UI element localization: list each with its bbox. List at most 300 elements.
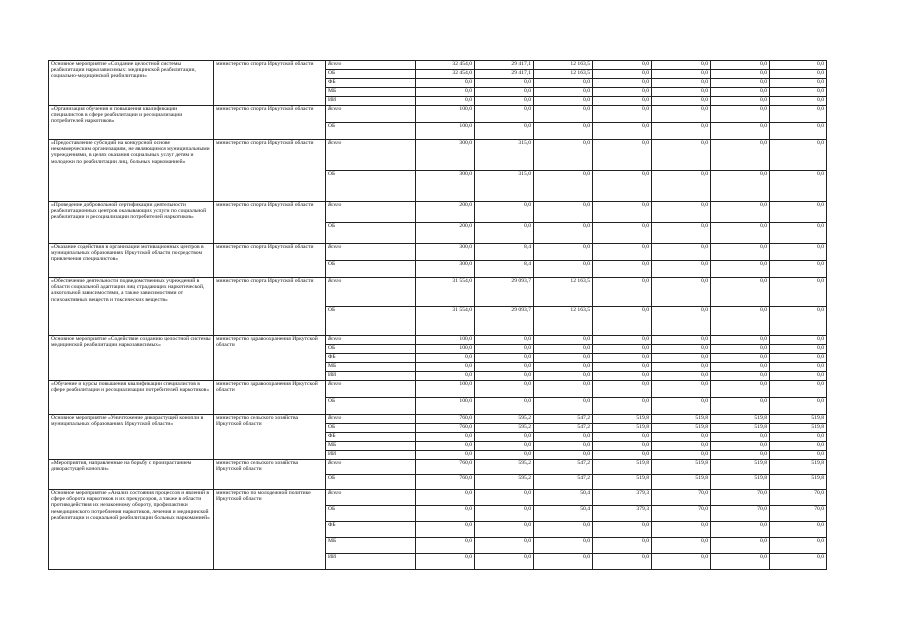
amount-cell: 300,0 bbox=[416, 140, 475, 171]
amount-cell: 0,0 bbox=[475, 354, 534, 363]
amount-cell: 0,0 bbox=[711, 61, 770, 70]
table-row bbox=[49, 278, 827, 307]
amount-cell: 0,0 bbox=[534, 336, 593, 345]
amount-cell: 0,0 bbox=[416, 363, 475, 372]
amount-cell: 595,2 bbox=[475, 475, 534, 490]
funding-source-cell: ФБ bbox=[326, 354, 416, 363]
amount-cell: 0,0 bbox=[416, 442, 475, 451]
amount-cell: 0,0 bbox=[711, 442, 770, 451]
amount-cell: 12 163,5 bbox=[534, 61, 593, 70]
amount-cell: 0,0 bbox=[475, 79, 534, 88]
amount-cell: 0,0 bbox=[593, 261, 652, 278]
amount-cell: 0,0 bbox=[593, 307, 652, 336]
amount-cell: 0,0 bbox=[416, 538, 475, 554]
amount-cell: 29 093,7 bbox=[475, 278, 534, 307]
amount-cell: 0,0 bbox=[593, 61, 652, 70]
funding-source-cell: ОБ bbox=[326, 261, 416, 278]
amount-cell: 0,0 bbox=[770, 451, 827, 460]
amount-cell: 0,0 bbox=[416, 372, 475, 381]
amount-cell: 0,0 bbox=[770, 88, 827, 97]
table-row bbox=[49, 244, 827, 261]
amount-cell: 0,0 bbox=[416, 522, 475, 538]
amount-cell: 519,8 bbox=[711, 460, 770, 475]
amount-cell: 0,0 bbox=[770, 140, 827, 171]
amount-cell: 0,0 bbox=[652, 398, 711, 415]
amount-cell: 0,0 bbox=[416, 433, 475, 442]
amount-cell: 0,0 bbox=[711, 522, 770, 538]
amount-cell: 12 163,5 bbox=[534, 70, 593, 79]
amount-cell: 315,0 bbox=[475, 140, 534, 171]
amount-cell: 0,0 bbox=[711, 451, 770, 460]
amount-cell: 0,0 bbox=[652, 244, 711, 261]
amount-cell: 0,0 bbox=[534, 372, 593, 381]
activity-name-cell: Основное мероприятие «Содействие созданию целостной системы медицинской реабилитации наркозависимых» bbox=[49, 336, 214, 381]
amount-cell: 0,0 bbox=[593, 202, 652, 223]
amount-cell: 300,0 bbox=[416, 171, 475, 202]
amount-cell: 0,0 bbox=[652, 538, 711, 554]
amount-cell: 760,0 bbox=[416, 415, 475, 424]
amount-cell: 519,8 bbox=[770, 475, 827, 490]
amount-cell: 0,0 bbox=[534, 171, 593, 202]
amount-cell: 0,0 bbox=[711, 97, 770, 106]
amount-cell: 12 163,5 bbox=[534, 307, 593, 336]
amount-cell: 0,0 bbox=[593, 88, 652, 97]
activity-name-cell: «Обучение и курсы повышения квалификации специалистов в сфере реабилитации и ресоциализации потребителей наркотиков» bbox=[49, 381, 214, 415]
funding-source-cell: Всего bbox=[326, 336, 416, 345]
amount-cell: 0,0 bbox=[534, 363, 593, 372]
amount-cell: 0,0 bbox=[711, 538, 770, 554]
amount-cell: 0,0 bbox=[593, 336, 652, 345]
amount-cell: 0,0 bbox=[711, 372, 770, 381]
table-row bbox=[49, 490, 827, 506]
amount-cell: 0,0 bbox=[475, 336, 534, 345]
amount-cell: 0,0 bbox=[416, 97, 475, 106]
amount-cell: 0,0 bbox=[534, 261, 593, 278]
amount-cell: 0,0 bbox=[770, 363, 827, 372]
amount-cell: 0,0 bbox=[475, 381, 534, 398]
amount-cell: 0,0 bbox=[652, 106, 711, 123]
amount-cell: 0,0 bbox=[534, 522, 593, 538]
activity-name-cell: Основное мероприятие «Создание целостной системы реабилитации наркозависимых: медицинской реабилитации, социально-медицинской реабилитации» bbox=[49, 61, 214, 106]
amount-cell: 0,0 bbox=[652, 70, 711, 79]
amount-cell: 0,0 bbox=[593, 171, 652, 202]
amount-cell: 0,0 bbox=[593, 140, 652, 171]
amount-cell: 300,0 bbox=[416, 244, 475, 261]
amount-cell: 0,0 bbox=[593, 354, 652, 363]
amount-cell: 0,0 bbox=[475, 451, 534, 460]
amount-cell: 0,0 bbox=[770, 106, 827, 123]
amount-cell: 0,0 bbox=[711, 261, 770, 278]
amount-cell: 0,0 bbox=[652, 61, 711, 70]
funding-source-cell: МБ bbox=[326, 88, 416, 97]
amount-cell: 0,0 bbox=[475, 398, 534, 415]
budget-table-page bbox=[48, 60, 826, 570]
amount-cell: 0,0 bbox=[652, 363, 711, 372]
funding-source-cell: Всего bbox=[326, 244, 416, 261]
funding-source-cell: ИИ bbox=[326, 451, 416, 460]
amount-cell: 0,0 bbox=[475, 433, 534, 442]
amount-cell: 519,8 bbox=[593, 424, 652, 433]
funding-source-cell: ОБ bbox=[326, 70, 416, 79]
amount-cell: 70,0 bbox=[711, 490, 770, 506]
amount-cell: 0,0 bbox=[534, 223, 593, 244]
amount-cell: 32 454,0 bbox=[416, 61, 475, 70]
amount-cell: 0,0 bbox=[770, 554, 827, 570]
amount-cell: 0,0 bbox=[534, 398, 593, 415]
amount-cell: 70,0 bbox=[711, 506, 770, 522]
amount-cell: 595,2 bbox=[475, 415, 534, 424]
funding-source-cell: МБ bbox=[326, 442, 416, 451]
amount-cell: 0,0 bbox=[770, 307, 827, 336]
amount-cell: 0,0 bbox=[652, 354, 711, 363]
amount-cell: 519,8 bbox=[652, 460, 711, 475]
amount-cell: 0,0 bbox=[652, 123, 711, 140]
table-row bbox=[49, 460, 827, 475]
executor-cell: министерство спорта Иркутской области bbox=[214, 140, 326, 202]
amount-cell: 519,8 bbox=[593, 415, 652, 424]
amount-cell: 0,0 bbox=[652, 381, 711, 398]
amount-cell: 595,2 bbox=[475, 424, 534, 433]
amount-cell: 0,0 bbox=[534, 381, 593, 398]
amount-cell: 0,0 bbox=[770, 70, 827, 79]
amount-cell: 50,4 bbox=[534, 506, 593, 522]
amount-cell: 0,0 bbox=[475, 506, 534, 522]
amount-cell: 0,0 bbox=[593, 244, 652, 261]
funding-source-cell: Всего bbox=[326, 202, 416, 223]
amount-cell: 0,0 bbox=[770, 372, 827, 381]
amount-cell: 0,0 bbox=[652, 554, 711, 570]
amount-cell: 0,0 bbox=[593, 433, 652, 442]
amount-cell: 0,0 bbox=[475, 97, 534, 106]
amount-cell: 0,0 bbox=[475, 372, 534, 381]
amount-cell: 0,0 bbox=[534, 554, 593, 570]
amount-cell: 0,0 bbox=[770, 433, 827, 442]
amount-cell: 0,0 bbox=[593, 398, 652, 415]
amount-cell: 50,4 bbox=[534, 490, 593, 506]
table-row bbox=[49, 381, 827, 398]
amount-cell: 29 417,1 bbox=[475, 61, 534, 70]
amount-cell: 0,0 bbox=[711, 223, 770, 244]
amount-cell: 0,0 bbox=[416, 451, 475, 460]
amount-cell: 8,4 bbox=[475, 244, 534, 261]
amount-cell: 0,0 bbox=[475, 223, 534, 244]
executor-cell: министерство сельского хозяйства Иркутской области bbox=[214, 415, 326, 460]
amount-cell: 0,0 bbox=[534, 433, 593, 442]
funding-source-cell: ОБ bbox=[326, 345, 416, 354]
executor-cell: министерство спорта Иркутской области bbox=[214, 106, 326, 140]
amount-cell: 0,0 bbox=[711, 88, 770, 97]
amount-cell: 547,2 bbox=[534, 475, 593, 490]
executor-cell: министерство спорта Иркутской области bbox=[214, 278, 326, 336]
amount-cell: 200,0 bbox=[416, 223, 475, 244]
amount-cell: 0,0 bbox=[593, 554, 652, 570]
funding-source-cell: ИИ bbox=[326, 372, 416, 381]
funding-source-cell: Всего bbox=[326, 106, 416, 123]
amount-cell: 379,3 bbox=[593, 506, 652, 522]
amount-cell: 0,0 bbox=[593, 538, 652, 554]
amount-cell: 0,0 bbox=[593, 451, 652, 460]
amount-cell: 519,8 bbox=[652, 475, 711, 490]
amount-cell: 0,0 bbox=[711, 106, 770, 123]
amount-cell: 29 417,1 bbox=[475, 70, 534, 79]
amount-cell: 100,0 bbox=[416, 123, 475, 140]
amount-cell: 519,8 bbox=[652, 415, 711, 424]
amount-cell: 379,3 bbox=[593, 490, 652, 506]
budget-table bbox=[48, 60, 827, 570]
funding-source-cell: ОБ bbox=[326, 307, 416, 336]
amount-cell: 0,0 bbox=[475, 345, 534, 354]
amount-cell: 29 093,7 bbox=[475, 307, 534, 336]
amount-cell: 0,0 bbox=[711, 79, 770, 88]
amount-cell: 0,0 bbox=[711, 70, 770, 79]
activity-name-cell: Основное мероприятие «Уничтожение дикорастущей конопли в муниципальных образованиях Иркутской области» bbox=[49, 415, 214, 460]
funding-source-cell: Всего bbox=[326, 140, 416, 171]
table-row bbox=[49, 140, 827, 171]
amount-cell: 0,0 bbox=[534, 97, 593, 106]
amount-cell: 200,0 bbox=[416, 202, 475, 223]
amount-cell: 70,0 bbox=[652, 490, 711, 506]
amount-cell: 0,0 bbox=[652, 278, 711, 307]
amount-cell: 0,0 bbox=[416, 79, 475, 88]
funding-source-cell: ОБ bbox=[326, 398, 416, 415]
amount-cell: 8,4 bbox=[475, 261, 534, 278]
amount-cell: 519,8 bbox=[593, 460, 652, 475]
amount-cell: 0,0 bbox=[770, 223, 827, 244]
executor-cell: министерство здравоохранения Иркутской области bbox=[214, 381, 326, 415]
amount-cell: 100,0 bbox=[416, 381, 475, 398]
activity-name-cell: «Оказание содействия в организации мотивационных центров в муниципальных образованиях Иркутской области посредством привлечения специалистов» bbox=[49, 244, 214, 278]
activity-name-cell: Основное мероприятие «Анализ состояния процессов и явлений в сфере оборота наркотиков и их прекурсоров, а также в области противодействия их незаконному обороту, профилактики немедицинского потребления наркотиков, лечения и медицинской реабилитации и социальной реабилитации больных наркоманией» bbox=[49, 490, 214, 570]
amount-cell: 0,0 bbox=[534, 354, 593, 363]
amount-cell: 0,0 bbox=[593, 381, 652, 398]
funding-source-cell: ОБ bbox=[326, 123, 416, 140]
amount-cell: 0,0 bbox=[770, 79, 827, 88]
amount-cell: 0,0 bbox=[475, 363, 534, 372]
amount-cell: 0,0 bbox=[534, 123, 593, 140]
funding-source-cell: Всего bbox=[326, 381, 416, 398]
table-row bbox=[49, 415, 827, 424]
amount-cell: 0,0 bbox=[711, 363, 770, 372]
amount-cell: 0,0 bbox=[770, 202, 827, 223]
amount-cell: 70,0 bbox=[770, 506, 827, 522]
amount-cell: 300,0 bbox=[416, 261, 475, 278]
amount-cell: 0,0 bbox=[534, 202, 593, 223]
amount-cell: 519,8 bbox=[711, 424, 770, 433]
amount-cell: 0,0 bbox=[770, 61, 827, 70]
amount-cell: 0,0 bbox=[475, 442, 534, 451]
amount-cell: 0,0 bbox=[770, 442, 827, 451]
table-row bbox=[49, 336, 827, 345]
funding-source-cell: Всего bbox=[326, 278, 416, 307]
executor-cell: министерство по молодежной политике Иркутской области bbox=[214, 490, 326, 570]
amount-cell: 760,0 bbox=[416, 424, 475, 433]
funding-source-cell: ФБ bbox=[326, 433, 416, 442]
amount-cell: 0,0 bbox=[770, 354, 827, 363]
amount-cell: 547,2 bbox=[534, 460, 593, 475]
amount-cell: 0,0 bbox=[475, 522, 534, 538]
funding-source-cell: МБ bbox=[326, 538, 416, 554]
amount-cell: 0,0 bbox=[652, 451, 711, 460]
amount-cell: 0,0 bbox=[593, 278, 652, 307]
amount-cell: 0,0 bbox=[711, 554, 770, 570]
funding-source-cell: ИИ bbox=[326, 97, 416, 106]
funding-source-cell: ОБ bbox=[326, 424, 416, 433]
table-row bbox=[49, 202, 827, 223]
funding-source-cell: Всего bbox=[326, 490, 416, 506]
amount-cell: 0,0 bbox=[770, 522, 827, 538]
funding-source-cell: ФБ bbox=[326, 522, 416, 538]
amount-cell: 519,8 bbox=[711, 475, 770, 490]
amount-cell: 0,0 bbox=[475, 538, 534, 554]
amount-cell: 547,2 bbox=[534, 424, 593, 433]
amount-cell: 760,0 bbox=[416, 460, 475, 475]
activity-name-cell: «Обеспечение деятельности подведомственных учреждений в области социальной адаптации лиц страдающих наркотической, алкогольной зависимостями, а также зависимостями от психоактивных веществ и токсических веществ» bbox=[49, 278, 214, 336]
amount-cell: 100,0 bbox=[416, 398, 475, 415]
amount-cell: 0,0 bbox=[711, 123, 770, 140]
amount-cell: 315,0 bbox=[475, 171, 534, 202]
amount-cell: 0,0 bbox=[593, 123, 652, 140]
amount-cell: 0,0 bbox=[534, 106, 593, 123]
amount-cell: 0,0 bbox=[711, 244, 770, 261]
amount-cell: 0,0 bbox=[475, 106, 534, 123]
funding-source-cell: Всего bbox=[326, 415, 416, 424]
amount-cell: 0,0 bbox=[416, 490, 475, 506]
amount-cell: 0,0 bbox=[416, 554, 475, 570]
activity-name-cell: «Предоставление субсидий на конкурсной основе некоммерческим организациям, не являющимся муниципальными учреждениями, в целях оказания социальных услуг детям и молодежи по реабилитации лиц, больных наркоманией» bbox=[49, 140, 214, 202]
amount-cell: 0,0 bbox=[770, 336, 827, 345]
amount-cell: 100,0 bbox=[416, 106, 475, 123]
amount-cell: 31 554,0 bbox=[416, 278, 475, 307]
amount-cell: 0,0 bbox=[593, 363, 652, 372]
amount-cell: 0,0 bbox=[475, 88, 534, 97]
amount-cell: 0,0 bbox=[770, 123, 827, 140]
amount-cell: 0,0 bbox=[652, 171, 711, 202]
amount-cell: 0,0 bbox=[534, 244, 593, 261]
funding-source-cell: ОБ bbox=[326, 223, 416, 244]
amount-cell: 595,2 bbox=[475, 460, 534, 475]
amount-cell: 0,0 bbox=[416, 506, 475, 522]
funding-source-cell: ОБ bbox=[326, 506, 416, 522]
activity-name-cell: «Проведение добровольной сертификации деятельности реабилитационных центров оказывающих услуги по социальной реабилитации и ресоциализации потребителей наркотиков» bbox=[49, 202, 214, 244]
amount-cell: 0,0 bbox=[534, 88, 593, 97]
amount-cell: 519,8 bbox=[770, 415, 827, 424]
amount-cell: 0,0 bbox=[711, 278, 770, 307]
amount-cell: 0,0 bbox=[593, 442, 652, 451]
executor-cell: министерство здравоохранения Иркутской области bbox=[214, 336, 326, 381]
amount-cell: 70,0 bbox=[770, 490, 827, 506]
amount-cell: 0,0 bbox=[652, 336, 711, 345]
amount-cell: 519,8 bbox=[770, 460, 827, 475]
amount-cell: 0,0 bbox=[711, 433, 770, 442]
amount-cell: 0,0 bbox=[770, 97, 827, 106]
amount-cell: 0,0 bbox=[711, 307, 770, 336]
amount-cell: 519,8 bbox=[711, 415, 770, 424]
amount-cell: 0,0 bbox=[770, 244, 827, 261]
amount-cell: 0,0 bbox=[534, 345, 593, 354]
amount-cell: 0,0 bbox=[711, 354, 770, 363]
amount-cell: 0,0 bbox=[652, 345, 711, 354]
amount-cell: 0,0 bbox=[475, 554, 534, 570]
amount-cell: 0,0 bbox=[593, 79, 652, 88]
amount-cell: 0,0 bbox=[711, 171, 770, 202]
amount-cell: 0,0 bbox=[652, 261, 711, 278]
amount-cell: 0,0 bbox=[475, 490, 534, 506]
amount-cell: 0,0 bbox=[770, 381, 827, 398]
amount-cell: 12 163,5 bbox=[534, 278, 593, 307]
amount-cell: 0,0 bbox=[770, 538, 827, 554]
amount-cell: 547,2 bbox=[534, 415, 593, 424]
amount-cell: 0,0 bbox=[652, 372, 711, 381]
amount-cell: 0,0 bbox=[652, 140, 711, 171]
amount-cell: 0,0 bbox=[475, 202, 534, 223]
amount-cell: 0,0 bbox=[770, 261, 827, 278]
amount-cell: 0,0 bbox=[652, 97, 711, 106]
amount-cell: 519,8 bbox=[593, 475, 652, 490]
funding-source-cell: Всего bbox=[326, 61, 416, 70]
amount-cell: 0,0 bbox=[652, 442, 711, 451]
activity-name-cell: «Мероприятия, направленные на борьбу с произрастанием дикорастущей конопли» bbox=[49, 460, 214, 490]
amount-cell: 0,0 bbox=[770, 171, 827, 202]
activity-name-cell: «Организация обучения и повышения квалификации специалистов в сфере реабилитации и ресоциализации потребителей наркотиков» bbox=[49, 106, 214, 140]
amount-cell: 0,0 bbox=[593, 223, 652, 244]
amount-cell: 760,0 bbox=[416, 475, 475, 490]
amount-cell: 0,0 bbox=[652, 522, 711, 538]
amount-cell: 0,0 bbox=[711, 398, 770, 415]
amount-cell: 0,0 bbox=[593, 70, 652, 79]
amount-cell: 0,0 bbox=[534, 451, 593, 460]
amount-cell: 0,0 bbox=[534, 538, 593, 554]
amount-cell: 0,0 bbox=[711, 202, 770, 223]
funding-source-cell: ФБ bbox=[326, 79, 416, 88]
funding-source-cell: ИИ bbox=[326, 554, 416, 570]
amount-cell: 0,0 bbox=[770, 278, 827, 307]
amount-cell: 0,0 bbox=[593, 106, 652, 123]
amount-cell: 0,0 bbox=[711, 381, 770, 398]
amount-cell: 0,0 bbox=[652, 88, 711, 97]
executor-cell: министерство спорта Иркутской области bbox=[214, 202, 326, 244]
amount-cell: 0,0 bbox=[593, 372, 652, 381]
funding-source-cell: ОБ bbox=[326, 171, 416, 202]
amount-cell: 0,0 bbox=[593, 97, 652, 106]
funding-source-cell: Всего bbox=[326, 460, 416, 475]
amount-cell: 0,0 bbox=[652, 79, 711, 88]
executor-cell: министерство сельского хозяйства Иркутской области bbox=[214, 460, 326, 490]
amount-cell: 0,0 bbox=[475, 123, 534, 140]
funding-source-cell: ОБ bbox=[326, 475, 416, 490]
amount-cell: 519,8 bbox=[770, 424, 827, 433]
amount-cell: 70,0 bbox=[652, 506, 711, 522]
amount-cell: 0,0 bbox=[652, 307, 711, 336]
amount-cell: 31 554,0 bbox=[416, 307, 475, 336]
amount-cell: 0,0 bbox=[652, 433, 711, 442]
amount-cell: 100,0 bbox=[416, 345, 475, 354]
amount-cell: 32 454,0 bbox=[416, 70, 475, 79]
amount-cell: 0,0 bbox=[416, 354, 475, 363]
amount-cell: 0,0 bbox=[593, 522, 652, 538]
amount-cell: 100,0 bbox=[416, 336, 475, 345]
amount-cell: 0,0 bbox=[534, 79, 593, 88]
amount-cell: 0,0 bbox=[711, 140, 770, 171]
amount-cell: 0,0 bbox=[652, 202, 711, 223]
amount-cell: 0,0 bbox=[593, 345, 652, 354]
amount-cell: 0,0 bbox=[770, 345, 827, 354]
executor-cell: министерство спорта Иркутской области bbox=[214, 61, 326, 106]
amount-cell: 0,0 bbox=[416, 88, 475, 97]
amount-cell: 0,0 bbox=[770, 398, 827, 415]
table-row bbox=[49, 61, 827, 70]
funding-source-cell: МБ bbox=[326, 363, 416, 372]
amount-cell: 0,0 bbox=[711, 336, 770, 345]
